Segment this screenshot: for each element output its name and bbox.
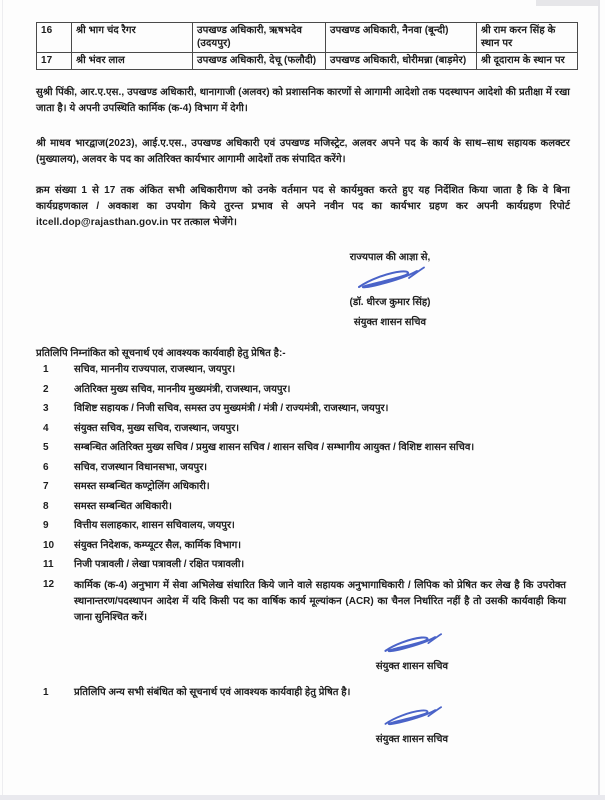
list-item xyxy=(36,558,572,572)
item-text: समस्त सम्बन्धित कण्ट्रोलिंग अधिकारी। xyxy=(74,481,210,492)
signatory-name: (डॉ. धीरज कुमार सिंह) xyxy=(349,297,431,308)
signatory-designation: संयुक्त शासन सचिव xyxy=(375,734,449,745)
item-number: 11 xyxy=(43,559,54,570)
item-number: 4 xyxy=(43,422,49,434)
signature-block xyxy=(352,705,472,745)
list-item xyxy=(36,686,572,700)
list-item xyxy=(36,441,572,455)
signature-scribble xyxy=(352,705,472,731)
copy-list-heading: प्रतिलिपि निम्नांकित को सूचनार्थ एवं आवश्यक कार्यवाही हेतु प्रेषित है:- xyxy=(36,348,286,359)
list-item xyxy=(36,480,572,494)
current-post-cell: उपखण्ड अधिकारी, ऋषभदेव (उदयपुर) xyxy=(193,23,326,53)
item-number: 1 xyxy=(43,686,49,698)
list-item xyxy=(36,422,572,436)
serial-number-cell: 17 xyxy=(37,53,72,70)
list-item xyxy=(36,500,572,514)
list-item xyxy=(36,363,572,377)
item-text: विशिष्ट सहायक / निजी सचिव, समस्त उप मुख्यमंत्री / मंत्री / राज्यमंत्री, राजस्थान, जयपुर। xyxy=(74,403,389,414)
item-text: अतिरिक्त मुख्य सचिव, माननीय मुख्यमंत्री, राजस्थान, जयपुर। xyxy=(74,383,291,395)
paragraph-joining-instructions: क्रम संख्या 1 से 17 तक अंकित सभी अधिकारीगण को उनके वर्तमान पद से कार्यमुक्त करते हुए यह निर्देशित किया जाता है कि वे बिना कार्यग्रहणकाल / अवकाश का उपयोग किये तुरन्त प्रभाव से अपने नवीन पद का कार्यभार ग्रहण कर अपनी कार्यग्रहण रिपोर्ट itcell.dop@rajasthan.gov.in पर तत्काल भेजेंगे। xyxy=(36,185,570,228)
item-text: संयुक्त निदेशक, कम्प्यूटर सैल, कार्मिक विभाग। xyxy=(74,539,242,551)
signatory-designation: संयुक्त शासन सचिव xyxy=(353,317,427,328)
signoff-block xyxy=(300,249,480,328)
item-number: 6 xyxy=(43,461,49,473)
by-order-text: राज्यपाल की आज्ञा से, xyxy=(349,252,431,263)
signature-scribble xyxy=(352,632,472,658)
signatory-designation: संयुक्त शासन सचिव xyxy=(375,660,449,672)
item-text: सचिव, राजस्थान विधानसभा, जयपुर। xyxy=(74,461,208,473)
item-text: कार्मिक (क-4) अनुभाग में सेवा अभिलेख संधारित किये जाने वाले सहायक अनुभागाधिकारी / लिपिक को प्रेषित कर लेख है कि उपरोक्त स्थानान्तरण/पदस्थापन आदेश में यदि किसी पद का वार्षिक कार्य मूल्यांकन (ACR) का चैनल निर्धारित नहीं है तो उसकी कार्यवाही किया जाना सुनिश्चित करें। xyxy=(74,579,566,623)
item-text: निजी पत्रावली / लेखा पत्रावली / रक्षित पत्रावली। xyxy=(74,559,245,570)
serial-number-cell: 16 xyxy=(37,23,72,53)
paragraph-additional-charge: श्री माधव भारद्वाज(2023), आई.ए.एस., उपखण्ड अधिकारी एवं उपखण्ड मजिस्ट्रेट, अलवर अपने पद के कार्य के साथ–साथ सहायक कलक्टर (मुख्यालय), अलवर के पद का अतिरिक्त कार्यभार आगामी आदेशों तक संपादित करेंगे। xyxy=(36,138,570,165)
item-number: 7 xyxy=(43,481,49,492)
item-number: 2 xyxy=(43,383,49,395)
transfer-order-table xyxy=(36,22,578,70)
remark-cell: श्री राम करन सिंह के स्थान पर xyxy=(477,23,578,53)
list-item xyxy=(36,578,572,626)
item-text: संयुक्त सचिव, मुख्य सचिव, राजस्थान, जयपुर। xyxy=(74,422,240,434)
table-row xyxy=(37,53,578,70)
item-number: 8 xyxy=(43,500,49,512)
scan-edge-bottom xyxy=(0,795,605,800)
item-text: समस्त सम्बन्धित अधिकारी। xyxy=(74,500,172,512)
item-text: वित्तीय सलाहकार, शासन सचिवालय, जयपुर। xyxy=(74,520,235,531)
item-text: प्रतिलिपि अन्य सभी संबंधित को सूचनार्थ एवं आवश्यक कार्यवाही हेतु प्रेषित है। xyxy=(74,686,351,698)
item-number: 9 xyxy=(43,520,49,531)
item-text: सम्बन्धित अतिरिक्त मुख्य सचिव / प्रमुख शासन सचिव / शासन सचिव / सम्भागीय आयुक्त / विशिष्ट शासन सचिव। xyxy=(74,442,475,453)
item-number: 10 xyxy=(43,539,55,551)
officer-name-cell: श्री भाग चंद रैगर xyxy=(72,23,193,53)
table-row xyxy=(37,23,578,53)
new-post-cell: उपखण्ड अधिकारी, धोरीमन्ना (बाड़मेर) xyxy=(326,53,477,70)
remark-cell: श्री दूदाराम के स्थान पर xyxy=(477,53,578,70)
signature-scribble xyxy=(300,265,480,293)
item-number: 3 xyxy=(43,403,49,414)
list-item xyxy=(36,539,572,553)
copy-list xyxy=(36,363,572,626)
list-item xyxy=(36,461,572,475)
list-item xyxy=(36,383,572,397)
item-number: 5 xyxy=(43,442,49,453)
item-text: सचिव, माननीय राज्यपाल, राजस्थान, जयपुर। xyxy=(74,364,236,375)
current-post-cell: उपखण्ड अधिकारी, देचू (फलौदी) xyxy=(193,53,326,70)
signature-block xyxy=(352,632,472,672)
list-item xyxy=(36,519,572,533)
item-number: 12 xyxy=(43,578,55,590)
paragraph-posting-wait: सुश्री पिंकी, आर.ए.एस., उपखण्ड अधिकारी, थानागाजी (अलवर) को प्रशासनिक कारणों से आगामी आदेशो तक पदस्थापन आदेशो की प्रतीक्षा में रखा जाता है। ये अपनी उपस्थिति कार्मिक (क-4) विभाग में देगी। xyxy=(36,87,570,114)
item-number: 1 xyxy=(43,364,49,375)
officer-name-cell: श्री भंवर लाल xyxy=(72,53,193,70)
list-item xyxy=(36,402,572,416)
new-post-cell: उपखण्ड अधिकारी, नैनवा (बून्दी) xyxy=(326,23,477,53)
